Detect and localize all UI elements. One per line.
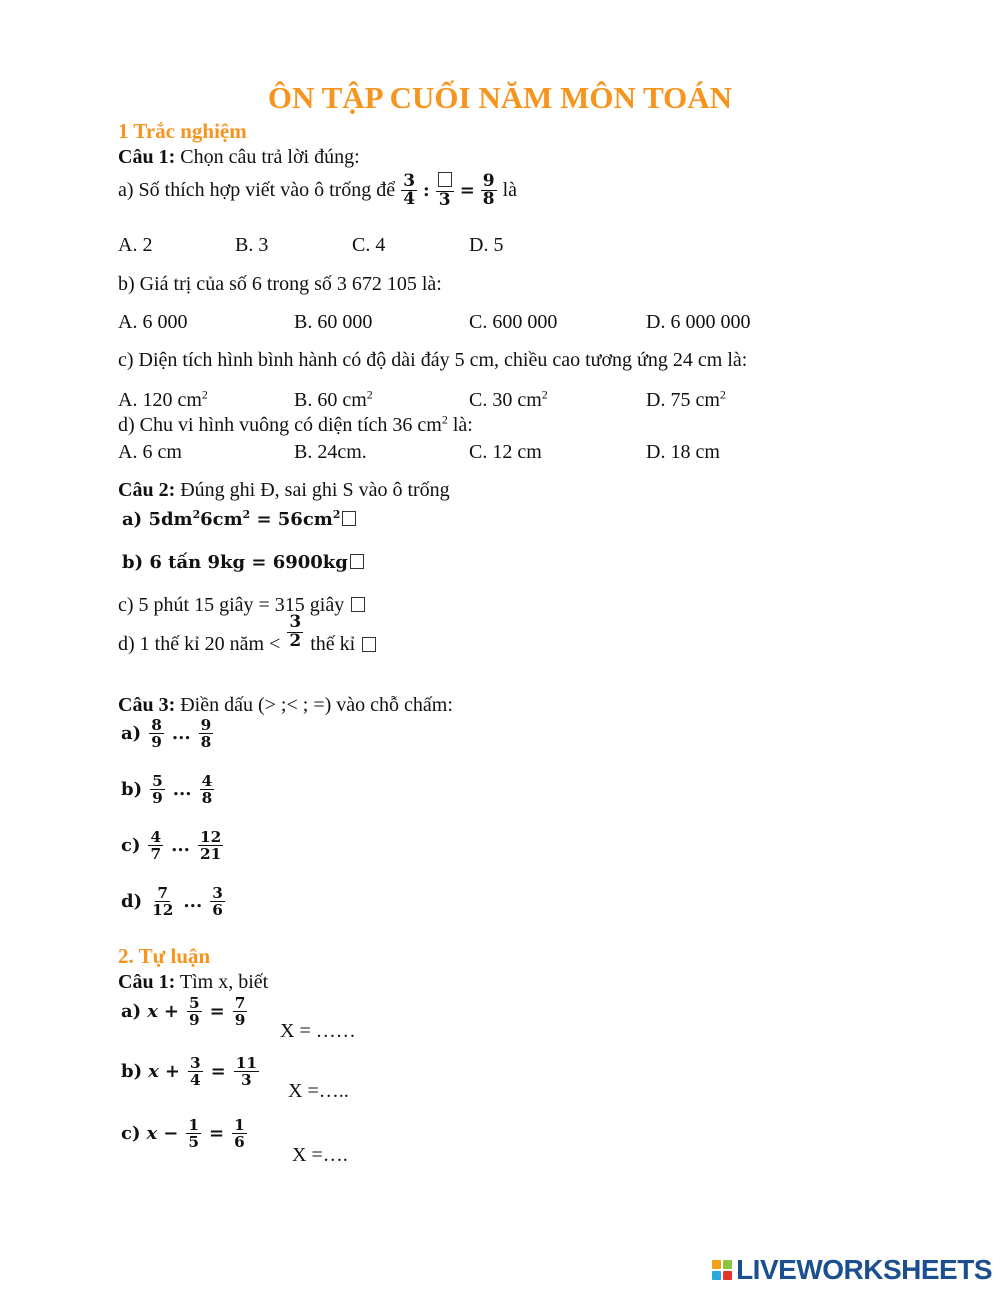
fill-blank[interactable]: ... bbox=[171, 835, 190, 857]
colon-operator: : bbox=[423, 180, 430, 202]
question-1-heading bbox=[118, 146, 360, 169]
question-2a: a) $5dm^26cm^2 = 56cm^2$ bbox=[122, 509, 356, 530]
logo-text: LIVEWORKSHEETS bbox=[736, 1254, 992, 1285]
equation-c: c) x − $\frac{1}{5}$ = $\frac{1}{6}$ bbox=[121, 1116, 245, 1152]
liveworksheets-logo bbox=[712, 1254, 992, 1286]
question-1c: c) Diện tích hình bình hành có độ dài đáy 5 cm, chiều cao tương ứng 24 cm là: bbox=[118, 349, 748, 371]
compare-row-c: c) $\frac{4}{7}$ ... $\frac{12}{21}$ bbox=[121, 828, 222, 864]
question-1a bbox=[118, 172, 517, 210]
numerator: 3 bbox=[403, 170, 416, 191]
denominator: 4 bbox=[403, 189, 416, 210]
question-label: Câu 2: bbox=[118, 479, 176, 501]
option-a[interactable]: A. 6 000 bbox=[118, 311, 188, 333]
option-d[interactable]: D. 75 $cm^2$ bbox=[646, 387, 726, 411]
option-b[interactable]: B. 3 bbox=[235, 234, 269, 256]
fill-blank[interactable]: ... bbox=[171, 723, 191, 745]
denominator: 8 bbox=[482, 189, 495, 210]
option-d[interactable]: D. 5 bbox=[469, 234, 504, 256]
option-a[interactable]: A. 120 $cm^2$ bbox=[118, 387, 208, 411]
question-prompt: Tìm x, biết bbox=[179, 971, 269, 993]
essay-question-1-heading bbox=[118, 971, 268, 994]
answer-box[interactable] bbox=[342, 511, 356, 526]
question-3-heading bbox=[118, 694, 453, 717]
question-label: Câu 3: bbox=[118, 694, 176, 716]
fill-blank[interactable]: ... bbox=[172, 779, 192, 801]
question-prompt: Đúng ghi Đ, sai ghi S vào ô trống bbox=[180, 479, 450, 501]
question-1d: d) Chu vi hình vuông có diện tích 36 $cm^2$ là: bbox=[118, 412, 473, 436]
option-d[interactable]: D. 6 000 000 bbox=[646, 311, 751, 333]
question-2d: d) 1 thế kỉ 20 năm < $\frac{3}{2}$ thế kỉ bbox=[118, 626, 376, 663]
question-2-heading bbox=[118, 479, 450, 502]
denominator: 3 bbox=[438, 189, 451, 210]
option-d[interactable]: D. 18 cm bbox=[646, 441, 720, 463]
answer-box[interactable] bbox=[362, 637, 376, 652]
logo-blocks-icon bbox=[712, 1260, 732, 1280]
option-c[interactable]: C. 30 $cm^2$ bbox=[469, 387, 548, 411]
fraction: $\frac{3}{2}$ bbox=[289, 612, 302, 651]
section-heading-essay: 2. Tự luận bbox=[118, 944, 211, 968]
option-c[interactable]: C. 12 cm bbox=[469, 441, 542, 463]
answer-blank-b[interactable]: X =….. bbox=[288, 1080, 349, 1102]
section-heading-multiple-choice: 1 Trắc nghiệm bbox=[118, 119, 247, 143]
question-label: Câu 1: bbox=[118, 146, 176, 168]
fraction-with-blank bbox=[436, 172, 454, 210]
question-label: Câu 1: bbox=[118, 971, 176, 993]
question-1b: b) Giá trị của số 6 trong số 3 672 105 là: bbox=[118, 273, 442, 295]
answer-box[interactable] bbox=[351, 597, 365, 612]
answer-blank-a[interactable]: X = …… bbox=[280, 1020, 356, 1042]
equation-a: a) x + $\frac{5}{9}$ = $\frac{7}{9}$ bbox=[121, 994, 246, 1030]
question-2b: b) 6 tấn 9kg = 6900kg bbox=[122, 552, 364, 573]
question-prompt: Điền dấu (> ;< ; =) vào chỗ chấm: bbox=[180, 694, 453, 716]
equals-sign: = bbox=[459, 180, 475, 202]
question-prompt: Chọn câu trả lời đúng: bbox=[180, 146, 360, 168]
option-c[interactable]: C. 4 bbox=[352, 234, 386, 256]
compare-row-b: b) $\frac{5}{9}$ ... $\frac{4}{8}$ bbox=[121, 772, 213, 808]
option-c[interactable]: C. 600 000 bbox=[469, 311, 558, 333]
fraction bbox=[481, 170, 497, 210]
option-a[interactable]: A. 2 bbox=[118, 234, 153, 256]
question-text: a) Số thích hợp viết vào ô trống để bbox=[118, 179, 396, 202]
compare-row-d: d) $\frac{7}{12}$ ... $\frac{3}{6}$ bbox=[121, 884, 223, 920]
answer-blank-c[interactable]: X =…. bbox=[292, 1144, 348, 1166]
fill-blank[interactable]: ... bbox=[183, 891, 203, 913]
option-a[interactable]: A. 6 cm bbox=[118, 441, 182, 463]
fraction bbox=[401, 170, 417, 210]
compare-row-a: a) $\frac{8}{9}$ ... $\frac{9}{8}$ bbox=[121, 716, 212, 752]
option-b[interactable]: B. 24cm. bbox=[294, 441, 367, 463]
option-b[interactable]: B. 60 $cm^2$ bbox=[294, 387, 373, 411]
question-tail: là bbox=[502, 179, 518, 202]
page-title: ÔN TẬP CUỐI NĂM MÔN TOÁN bbox=[267, 80, 733, 115]
answer-box[interactable] bbox=[350, 554, 364, 569]
numerator: 9 bbox=[482, 170, 495, 191]
blank-box[interactable] bbox=[436, 172, 454, 192]
equation-b: b) x + $\frac{3}{4}$ = $\frac{11}{3}$ bbox=[121, 1054, 257, 1090]
option-b[interactable]: B. 60 000 bbox=[294, 311, 373, 333]
question-2c: c) 5 phút 15 giây = 315 giây bbox=[118, 594, 365, 617]
